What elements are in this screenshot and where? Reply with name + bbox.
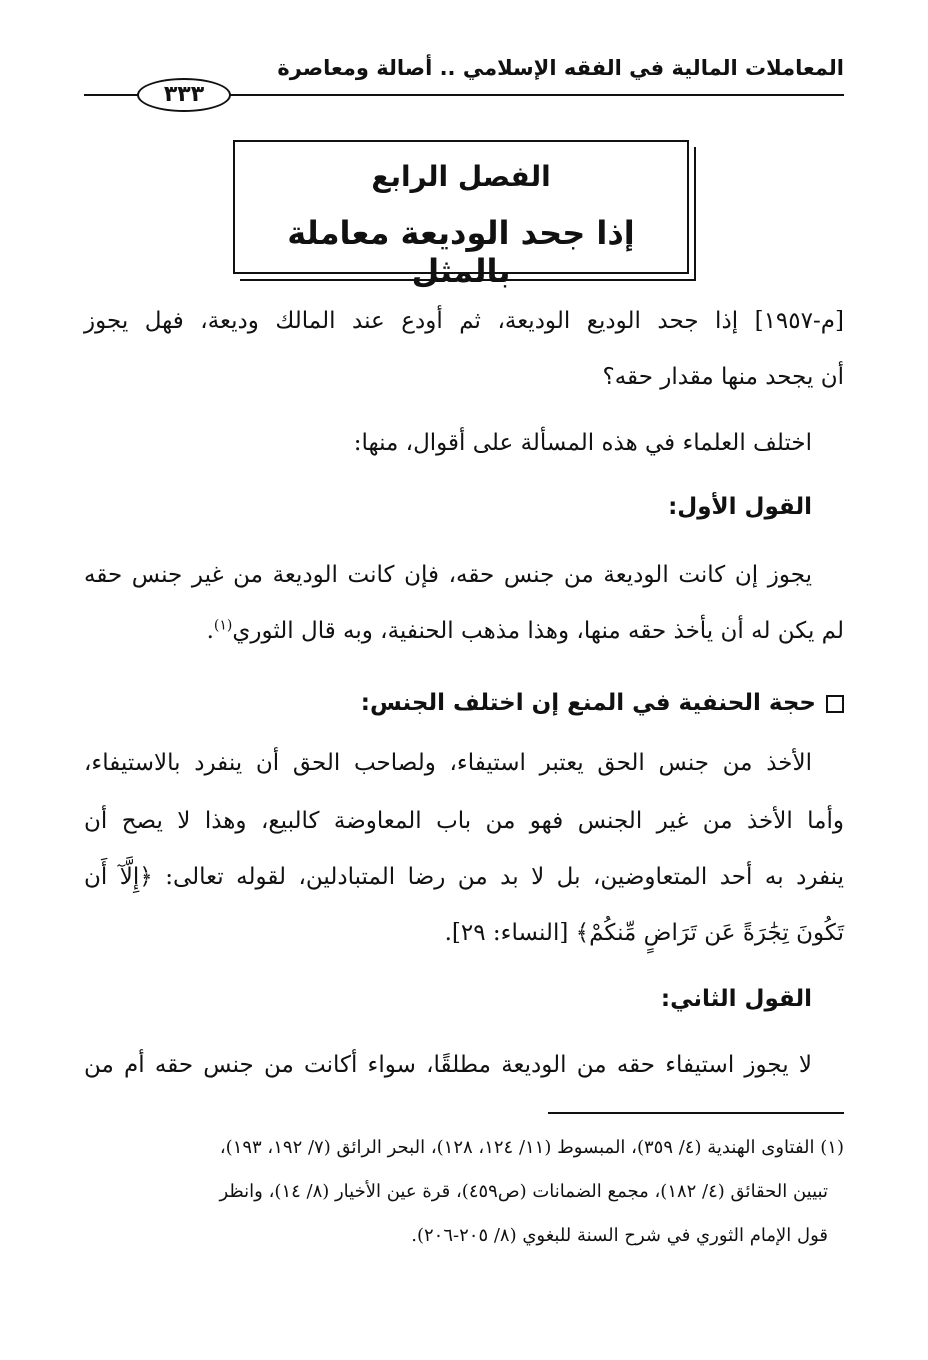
paragraph-4-line-3: ينفرد به أحد المتعاوضين، بل لا بد من رضا المتبادلين، لقوله تعالى: ﴿إِلَّآ أَن	[84, 864, 844, 890]
footnote-line-2: تبيين الحقائق (٤/ ١٨٢)، مجمع الضمانات (ص٤٥٩)، قرة عين الأخيار (٨/ ١٤)، وانظر	[219, 1181, 828, 1202]
chapter-label: الفصل الرابع	[371, 160, 551, 193]
paragraph-1-line-1: [م-١٩٥٧] إذا جحد الوديع الوديعة، ثم أودع عند المالك وديعة، فهل يجوز	[84, 308, 844, 334]
running-header-title: المعاملات المالية في الفقه الإسلامي .. أصالة ومعاصرة	[277, 56, 844, 80]
paragraph-5-line-1: لا يجوز استيفاء حقه من الوديعة مطلقًا، سواء أكانت من جنس حقه أم من	[84, 1052, 812, 1078]
paragraph-3-line-1: يجوز إن كانت الوديعة من جنس حقه، فإن كانت الوديعة من غير جنس حقه	[84, 562, 812, 588]
heading-first-opinion: القول الأول:	[668, 494, 812, 520]
footnote-reference[interactable]: (١)	[213, 617, 233, 634]
heading-hanafi-argument-text: حجة الحنفية في المنع إن اختلف الجنس:	[360, 690, 816, 716]
footnote-line-1: (١) الفتاوى الهندية (٤/ ٣٥٩)، المبسوط (١١/ ١٢٤، ١٢٨)، البحر الرائق (٧/ ١٩٢، ١٩٣)،	[219, 1137, 844, 1158]
heading-hanafi-argument	[84, 686, 844, 720]
paragraph-4-line-2: وأما الأخذ من غير الجنس فهو من باب المعاوضة كالبيع، وهذا لا يصح أن	[84, 808, 844, 834]
paragraph-4-line-1: الأخذ من جنس الحق يعتبر استيفاء، ولصاحب الحق أن ينفرد بالاستيفاء،	[84, 750, 812, 776]
chapter-title-box	[233, 140, 689, 290]
page-number-badge: ٣٣٣	[137, 78, 231, 112]
paragraph-1-line-2: أن يجحد منها مقدار حقه؟	[602, 364, 844, 390]
paragraph-3-line-2-text: لم يكن له أن يأخذ حقه منها، وهذا مذهب الحنفية، وبه قال الثوري	[232, 618, 844, 644]
chapter-title: إذا جحد الوديعة معاملة بالمثل	[287, 214, 635, 290]
footnote-line-3: قول الإمام الثوري في شرح السنة للبغوي (٨/ ٢٠٥-٢٠٦).	[411, 1225, 828, 1246]
square-bullet-icon	[826, 695, 844, 713]
footnote-separator	[548, 1112, 844, 1114]
paragraph-3-line-2-end: .	[206, 618, 214, 644]
paragraph-2: اختلف العلماء في هذه المسألة على أقوال، منها:	[353, 430, 812, 456]
heading-second-opinion: القول الثاني:	[660, 986, 812, 1012]
paragraph-4-line-4: تَكُونَ تِجَٰرَةً عَن تَرَاضٍ مِّنكُمْ﴾ [النساء: ٢٩].	[444, 920, 844, 946]
paragraph-3-line-2	[84, 614, 844, 648]
